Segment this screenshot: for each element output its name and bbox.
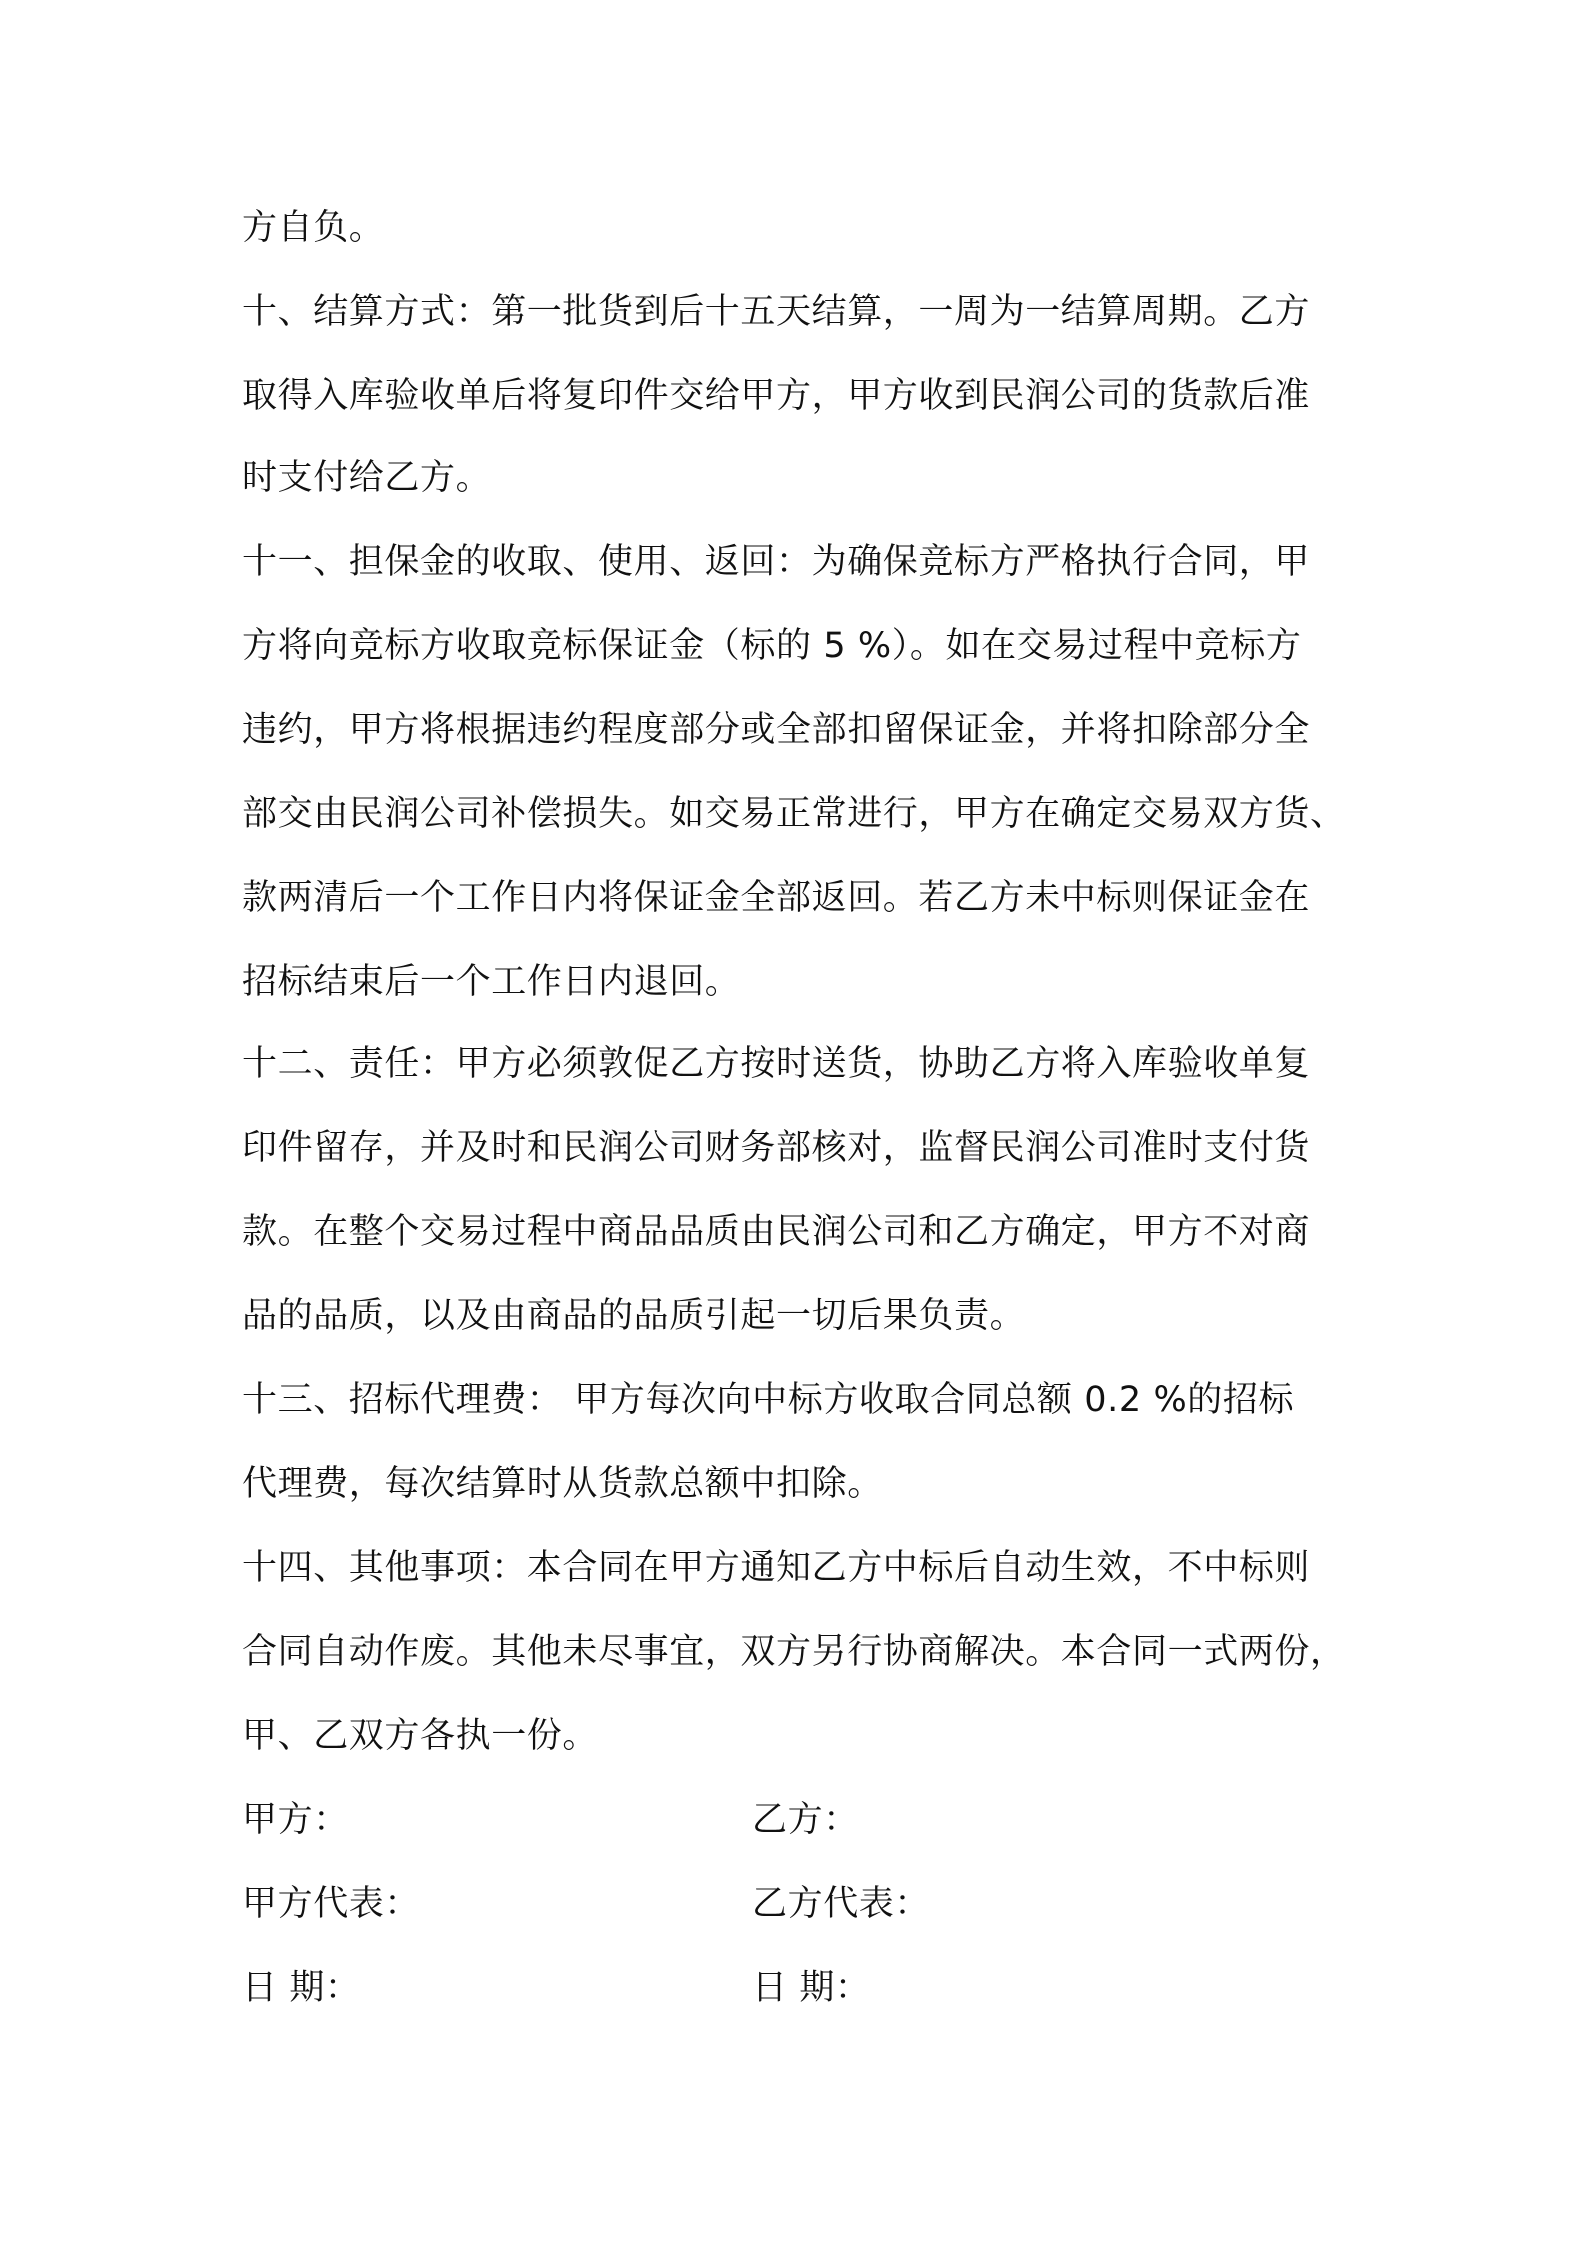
text-line: 十二、责任：甲方必须敦促乙方按时送货，协助乙方将入库验收单复	[242, 1044, 1311, 1084]
text-line: 方将向竞标方收取竞标保证金（标的 5 %）。如在交易过程中竞标方	[242, 626, 1302, 666]
text-line: 十、结算方式：第一批货到后十五天结算，一周为一结算周期。乙方	[242, 292, 1311, 332]
text-line: 时支付给乙方。	[242, 458, 492, 498]
text-line: 品的品质，以及由商品的品质引起一切后果负责。	[242, 1296, 1026, 1336]
text-line: 代理费，每次结算时从货款总额中扣除。	[242, 1464, 883, 1504]
text-line: 十四、其他事项：本合同在甲方通知乙方中标后自动生效，不中标则	[242, 1548, 1311, 1588]
party-b-label: 乙方：	[752, 1800, 859, 1840]
text-line: 十三、招标代理费： 甲方每次向中标方收取合同总额 0.2 %的招标	[242, 1380, 1295, 1420]
party-a-rep-label: 甲方代表：	[242, 1884, 421, 1924]
party-b-rep-label: 乙方代表：	[752, 1884, 931, 1924]
text-line: 方自负。	[242, 208, 385, 248]
text-line: 十一、担保金的收取、使用、返回：为确保竞标方严格执行合同，甲	[242, 542, 1311, 582]
party-b-date-label: 日 期：	[752, 1968, 871, 2008]
text-line: 取得入库验收单后将复印件交给甲方，甲方收到民润公司的货款后准	[242, 376, 1311, 416]
text-line: 部交由民润公司补偿损失。如交易正常进行，甲方在确定交易双方货、	[242, 794, 1346, 834]
party-a-label: 甲方：	[242, 1800, 349, 1840]
party-a-date-label: 日 期：	[242, 1968, 361, 2008]
text-line: 招标结束后一个工作日内退回。	[242, 962, 741, 1002]
text-line: 印件留存，并及时和民润公司财务部核对，监督民润公司准时支付货	[242, 1128, 1311, 1168]
text-line: 款两清后一个工作日内将保证金全部返回。若乙方未中标则保证金在	[242, 878, 1311, 918]
text-line: 违约，甲方将根据违约程度部分或全部扣留保证金，并将扣除部分全	[242, 710, 1311, 750]
text-line: 款。在整个交易过程中商品品质由民润公司和乙方确定，甲方不对商	[242, 1212, 1311, 1252]
text-line: 甲、乙双方各执一份。	[242, 1716, 599, 1756]
text-line: 合同自动作废。其他未尽事宜，双方另行协商解决。本合同一式两份，	[242, 1632, 1346, 1672]
